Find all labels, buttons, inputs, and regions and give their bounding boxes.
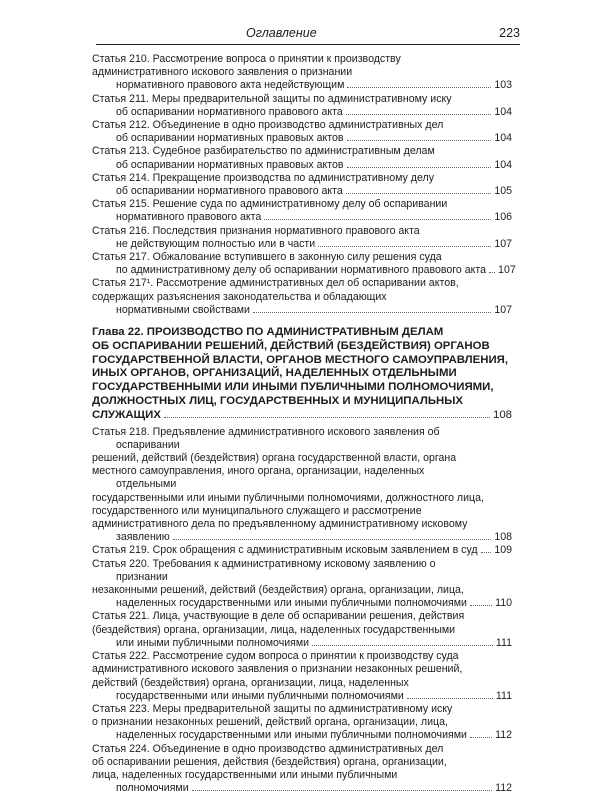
chapter-title-line: ГОСУДАРСТВЕННЫМИ ИЛИ ИНЫМИ ПУБЛИЧНЫМИ ПОЛНОМОЧИЯМИ, [92, 381, 494, 394]
toc-entry-leader [92, 132, 512, 145]
toc-entry[interactable] [92, 743, 512, 795]
toc-entry-leader [92, 238, 512, 251]
toc-entry-last-line: нормативного правового акта [116, 211, 262, 224]
toc-entry-text [92, 225, 512, 238]
chapter-title-line: ДОЛЖНОСТНЫХ ЛИЦ, ГОСУДАРСТВЕННЫХ И МУНИЦИПАЛЬНЫХ [92, 395, 463, 408]
toc-entry-leader [92, 79, 512, 92]
chapter-title-line: ОБ ОСПАРИВАНИИ РЕШЕНИЙ, ДЕЙСТВИЙ (БЕЗДЕЙСТВИЯ) ОРГАНОВ [92, 339, 490, 352]
toc-entry[interactable] [92, 650, 512, 703]
toc-entry-page-number: 111 [495, 689, 512, 702]
toc-entry-page-number: 107 [494, 303, 512, 316]
toc-entry-line: Статья 217¹. Рассмотрение административных дел об оспаривании актов, [92, 277, 459, 290]
toc-entry[interactable] [92, 277, 512, 317]
toc-entry-last-line: заявлению [116, 531, 170, 544]
toc-entry-line: Статья 221. Лица, участвующие в деле об оспаривании решения, действия [92, 610, 465, 623]
toc-entry-leader [92, 597, 512, 610]
toc-entry-last-line: не действующим полностью или в части [116, 237, 316, 250]
chapter-title-line: ИНЫХ ОРГАНОВ, ОРГАНИЗАЦИЙ, НАДЕЛЕННЫХ ОТДЕЛЬНЫМИ [92, 367, 457, 380]
toc-entry-line: Статья 210. Рассмотрение вопроса о принятии к производству [92, 53, 401, 65]
toc-entry-leader [92, 264, 516, 277]
dot-leader [192, 790, 492, 791]
toc-entry-line: Статья 212. Объединение в одно производство административных дел [92, 119, 444, 132]
toc-entry[interactable] [92, 53, 512, 93]
toc-entry-page-number: 111 [495, 636, 512, 649]
toc-entry-line: Статья 211. Меры предварительной защиты по административному иску [92, 92, 452, 105]
chapter-title-line: Глава 22. ПРОИЗВОДСТВО ПО АДМИНИСТРАТИВНЫМ ДЕЛАМ [92, 326, 444, 339]
toc-entry-line: Статья 224. Объединение в одно производство административных дел [92, 742, 444, 755]
toc-entry[interactable] [92, 544, 512, 557]
toc-entry-line: лица, наделенных государственными или иными публичными [92, 768, 398, 781]
toc-entry-line: решений, действий (бездействия) органа государственной власти, органа [92, 452, 457, 465]
chapter-leader [92, 409, 512, 423]
toc-entry-text [92, 277, 512, 303]
toc-entry-page-number: 104 [494, 132, 512, 145]
toc-entry-line: о признании незаконных решений, действий органа, организации, лица, [92, 716, 448, 729]
toc-entry-line: Статья 213. Судебное разбирательство по административным делам [92, 145, 435, 158]
toc-entry[interactable] [92, 426, 512, 545]
running-header [96, 26, 520, 45]
toc-entry-line: государственного или муниципального служащего и рассмотрение [92, 504, 422, 517]
toc-entry-text [92, 198, 512, 211]
toc-entry-leader [92, 185, 512, 198]
toc-entry-page-number: 104 [494, 105, 512, 118]
toc-entry-last-line: наделенных государственными или иными публичными полномочиями [116, 729, 467, 742]
toc-entry-text [92, 426, 512, 532]
toc-entry-line: незаконными решений, действий (бездействия) органа, организации, лица, [92, 584, 464, 597]
toc-entry[interactable] [92, 610, 512, 650]
toc-entry-last-line: государственными или иными публичными полномочиями [116, 689, 404, 702]
toc-entry-line: содержащих разъяснения законодательства и обладающих [92, 290, 387, 303]
toc-entry-text [92, 119, 512, 132]
dot-leader [347, 167, 492, 168]
toc-entry[interactable] [92, 145, 512, 171]
toc-entry-line: об оспаривании решения, действия (бездействия) органа, организации, [92, 755, 447, 768]
toc-entry-line: Статья 218. Предъявление административного искового заявления об оспаривании [92, 425, 440, 451]
toc-entry[interactable] [92, 93, 512, 119]
toc-entry-line: Статья 223. Меры предварительной защиты по административному иску [92, 702, 453, 715]
toc-entry-page-number: 107 [494, 237, 512, 250]
toc-entry-text [92, 558, 512, 598]
toc-entry-text [92, 743, 512, 783]
toc-entry-line: действий (бездействия) органа, организации, лица, наделенных [92, 676, 409, 689]
chapter-heading [92, 326, 512, 423]
dot-leader [347, 87, 491, 88]
toc-entry-page-number: 106 [494, 211, 512, 224]
toc-entry-page-number: 108 [494, 531, 512, 544]
toc-entry-leader [92, 106, 512, 119]
toc-entry[interactable] [92, 558, 512, 611]
toc-entry-leader [92, 544, 512, 557]
toc-entry-leader [92, 531, 512, 544]
toc-entry-leader [92, 304, 512, 317]
chapter-page-number: 108 [492, 408, 512, 421]
toc-entry-leader [92, 729, 512, 742]
dot-leader [470, 605, 492, 606]
toc-entry-line: Статья 220. Требования к административному исковому заявлению о признании [92, 557, 436, 583]
toc-entry-leader [92, 211, 512, 224]
toc-entry-last-line: об оспаривании нормативного правового акта [116, 185, 343, 198]
dot-leader [346, 193, 492, 194]
toc-entry-line: Статья 216. Последствия признания нормативного правового акта [92, 224, 420, 237]
dot-leader [346, 114, 492, 115]
toc-entry-text [92, 703, 512, 729]
toc-entry-page-number: 104 [494, 158, 512, 171]
toc-entry-line: административного искового заявления о признании незаконных решений, [92, 663, 463, 676]
chapter-title-last-line: СЛУЖАЩИХ [92, 408, 161, 421]
toc-entry-last-line: полномочиями [116, 782, 189, 795]
section-title: Оглавление [246, 26, 317, 40]
toc-entry-leader [92, 690, 512, 703]
toc-entry-last-line: об оспаривании нормативного правового акта [116, 105, 343, 118]
toc-entries-chapter-21 [92, 53, 516, 317]
toc-entry-last-line: по административному делу об оспаривании нормативного правового акта [116, 264, 487, 277]
toc-entry-page-number: 112 [495, 782, 512, 795]
dot-leader [318, 246, 491, 247]
toc-entry-line: местного самоуправления, иного органа, организации, наделенных отдельными [92, 465, 425, 491]
toc-entry-page-number: 103 [494, 79, 512, 92]
chapter-title-line: ГОСУДАРСТВЕННОЙ ВЛАСТИ, ОРГАНОВ МЕСТНОГО САМОУПРАВЛЕНИЯ, [92, 353, 509, 366]
toc-entry-last-line: наделенных государственными или иными публичными полномочиями [116, 597, 467, 610]
toc-entry[interactable] [92, 198, 512, 224]
toc-entry[interactable] [92, 251, 516, 277]
toc-entry[interactable] [92, 225, 512, 251]
toc-entry-last-line: Статья 219. Срок обращения с административным исковым заявлением в суд [92, 544, 478, 557]
dot-leader [312, 645, 493, 646]
toc-entry[interactable] [92, 172, 512, 198]
toc-entry-page-number: 110 [495, 597, 512, 610]
toc-entry-text [92, 145, 512, 158]
toc-entry-line: Статья 214. Прекращение производства по административному делу [92, 171, 434, 184]
toc-entry-text [92, 251, 512, 264]
toc-entry[interactable] [92, 703, 512, 743]
toc-entry-text [92, 172, 512, 185]
toc-entry[interactable] [92, 119, 512, 145]
toc-entry-page-number: 112 [495, 729, 512, 742]
dot-leader [264, 219, 491, 220]
dot-leader [164, 417, 490, 418]
toc-entries-chapter-22 [92, 426, 512, 795]
toc-entry-text [92, 610, 512, 636]
toc-entry-page-number: 105 [494, 185, 512, 198]
toc-entry-line: административного искового заявления о признании [92, 66, 353, 79]
toc-entry-line: Статья 215. Решение суда по административному делу об оспаривании [92, 198, 448, 211]
dot-leader [407, 698, 493, 699]
toc-entry-page-number: 109 [494, 544, 512, 557]
toc-entry-last-line: нормативными свойствами [116, 303, 250, 316]
dot-leader [253, 312, 491, 313]
page-number: 223 [499, 26, 520, 40]
toc-entry-last-line: нормативного правового акта недействующим [116, 79, 345, 92]
table-of-contents [92, 53, 516, 795]
toc-entry-page-number: 107 [498, 264, 516, 277]
toc-entry-last-line: или иными публичными полномочиями [116, 636, 310, 649]
toc-entry-line: (бездействия) органа, организации, лица, наделенных государственными [92, 623, 456, 636]
toc-entry-last-line: об оспаривании нормативных правовых актов [116, 132, 344, 145]
chapter-title [92, 326, 512, 409]
toc-entry-text [92, 93, 512, 106]
toc-entry-leader [92, 159, 512, 172]
dot-leader [470, 737, 492, 738]
toc-entry-last-line: об оспаривании нормативных правовых актов [116, 158, 344, 171]
dot-leader [173, 539, 492, 540]
dot-leader [489, 272, 495, 273]
toc-entry-text [92, 53, 512, 79]
toc-entry-text [92, 650, 512, 690]
dot-leader [481, 552, 492, 553]
toc-entry-line: Статья 222. Рассмотрение судом вопроса о принятии к производству суда [92, 650, 459, 663]
dot-leader [347, 140, 492, 141]
toc-entry-leader [92, 782, 512, 795]
toc-entry-line: государственными или иными публичными полномочиями, должностного лица, [92, 491, 484, 504]
toc-entry-leader [92, 637, 512, 650]
toc-entry-line: Статья 217. Обжалование вступившего в законную силу решения суда [92, 251, 442, 264]
toc-entry-line: административного дела по предъявленному административному исковому [92, 518, 468, 531]
